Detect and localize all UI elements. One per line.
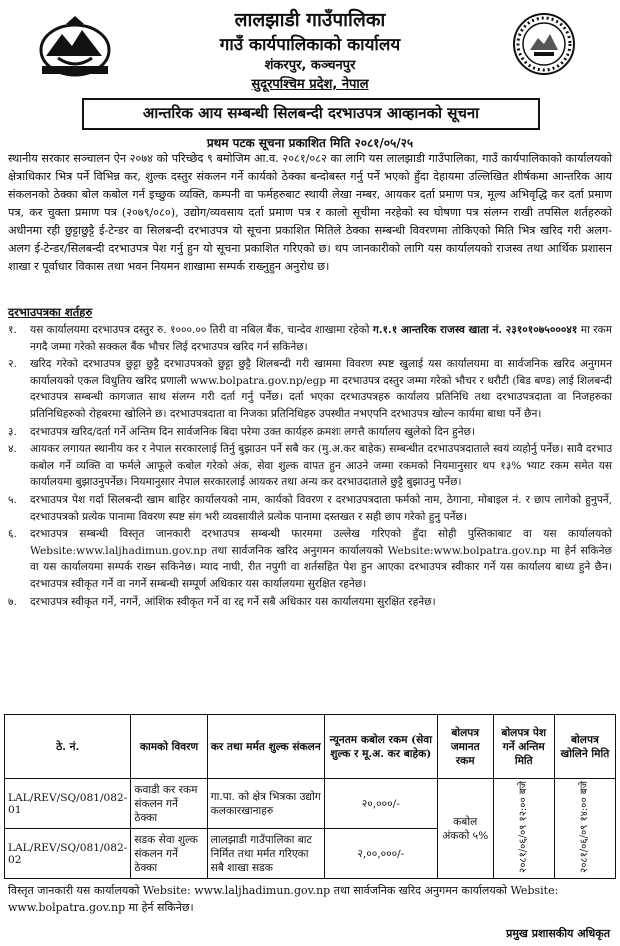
term-item: ३. दरभाउपत्र खरिद/दर्ता गर्ने अन्तिम दिन सार्वजनिक बिदा परेमा उक्त कार्यहरु क्रमशः लगत्तै कार्यालय खुलेको दिन हुनेछ। (8, 425, 476, 438)
submission-deadline: २०८१/०६/०९ १२:०० बजे (517, 781, 529, 873)
col-header: ठे. नं. (5, 715, 131, 779)
collection-scope: गा.पा. को क्षेत्र भित्रका उद्योग कलकारखानाहरु (207, 779, 324, 829)
account-number: ग.१.१ आन्तरिक राजस्व खाता नं. २३१०१०७५०००४१ (372, 324, 578, 336)
table-header-row (5, 715, 616, 779)
term-item: ७. दरभाउपत्र स्वीकृत गर्ने, नगर्ने, आंशिक स्वीकृत गर्ने वा रद्द गर्ने सबै अधिकार यस कार्यालयमा सुरक्षित रहनेछ। (8, 595, 436, 608)
minimum-bid: २,००,०००/- (324, 829, 437, 879)
terms-list (8, 322, 612, 611)
minimum-bid: २०,०००/- (324, 779, 437, 829)
collection-scope: लालझाडी गाउँपालिका बाट निर्मित तथा मर्मत गरिएका सबै शाखा सडक (207, 829, 324, 879)
col-header: कर तथा मर्मत शुल्क संकलन (207, 715, 324, 779)
col-header: कामको विवरण (131, 715, 207, 779)
contract-number: LAL/REV/SQ/081/082-02 (5, 829, 131, 879)
municipality-name: लालझाडी गाउँपालिका (234, 9, 386, 31)
terms-heading: दरभाउपत्रका शर्तहरु (8, 305, 93, 319)
footer-note: विस्तृत जानकारी यस कार्यालयको Website: www.laljhadimun.gov.np तथा सार्वजनिक खरिद अनुगमन कार्यालयको Website: www.bolpatra.gov.np मा हेर्न सकिनेछ। (8, 884, 559, 914)
tender-table (4, 714, 616, 879)
work-description: कवाडी कर रकम संकलन गर्ने ठेक्का (131, 779, 207, 829)
term-item: २. खरिद गरेको दरभाउपत्र छुट्टा छुट्टै दरभाउपत्रको छुट्टा छुट्टै शिलबन्दी गरी खाममा विवरण स्पष्ट खुलाई यस कार्यालयमा वा सार्वजनिक खरिद अनुगमन कार्यालयको एकल विधुतिय खरिद प्रणाली www.bolpatra.gov.np/egp मा दरभाउपत्र दस्तुर जम्मा गरेको भौचर र धरौटी (बिड बण्ड) लाई शिलबन्दी दरभाउपत्र सम्बन्धी कागजात साथ संलग्न गरी दर्ता गर्नु पर्नेछ। दर्ता भएका दरभाउपत्रहरु कार्यालय प्रतिनिधि तथा दरभाउपत्रदाता वा निजहरुका प्रतिनिधिहरुको रोहबरमा खोलिने छ। दरभाउपत्रदाता वा निजका प्रतिनिधिहरु उपस्थीत नभएपनि दरभाउपत्र खोल्न कार्यमा बाधा पर्ने छैन। (8, 358, 612, 420)
col-header: न्यूनतम कबोल रकम (सेवा शुल्क र मू.अ. कर बाहेक) (324, 715, 437, 779)
notice-header (0, 0, 620, 96)
publish-date: प्रथम पटक सूचना प्रकाशित मिति २०८१/०५/२५ (206, 136, 414, 150)
municipality-seal-icon (512, 12, 576, 76)
intro-paragraph: स्थानीय सरकार सञ्चालन ऐन २०७४ को परिच्छेद ९ बमोजिम आ.व. २०८१/०८२ का लागि यस लालझाडी गाउँपालिका, गाउँ कार्यपालिकाको कार्यालयको क्षेत्राधिकार भित्र पर्ने विभिन्न कर, शुल्क दस्तुर संकलन गर्ने कार्यको ठेक्का बन्दोबस्त गर्नु पर्ने भएको हुँदा देहायमा उल्लिखित शीर्षकमा आन्तरिक आय संकलनको ठेक्का बोल कबोल गर्न इच्छुक व्यक्ति, कम्पनी वा फर्महरुबाट स्थायी लेखा नम्बर, आयकर दर्ता प्रमाण पत्र, मूल्य अभिवृद्धि कर दर्ता प्रमाण पत्र, कर चुक्ता प्रमाण पत्र (२०७९/०८०), उद्योग/व्यवसाय दर्ता प्रमाण पत्र र कालो सूचीमा नरहेको स्व घोषणा पत्र संलग्न राखी तपसिल शर्तहरुको अधीनमा रही छुट्टाछुट्टै ई-टेन्डर वा सिलबन्दी दरभाउपत्र यो सूचना प्रकाशित मितिले ठेक्का सम्बन्धी विवरणमा तोकिएको मिति भित्र खरिद गरी अलग-अलग ई-टेन्डर/सिलबन्दी दरभाउपत्र पेश गर्नु हुन यो सूचना प्रकाशित गरिएको छ। थप जानकारीको लागि यस कार्यालयको राजस्व तथा आर्थिक प्रशासन शाखा र पूर्वाधार विकास तथा भवन नियमन शाखामा सम्पर्क राख्नुहुन अनुरोध छ। (8, 152, 612, 273)
term-item: ४. आयकर लगायत स्थानीय कर र नेपाल सरकारलाई तिर्नु बुझाउन पर्ने सबै कर (मु.अ.कर बाहेक) सम्बन्धीत दरभाउपत्रदाताले स्वयं व्यहोर्नु पर्नेछ। सावै दरभाउ कबोल गर्ने व्यक्ति वा फर्मले आफूले कबोल गरेको अंक, सेवा शुल्क वापत हुन आउने जम्मा रकमको नियमानुसार थप १३% भ्याट रकम समेत यस कार्यालयमा बुझाउनुपर्नेछ। नियमानुसार नेपाल सरकारलाई आयकर तथा अन्य कर दरभाउदाताले छुट्टै बुझाउनु पर्नेछ। (8, 443, 612, 489)
term-item: ६. दरभाउपत्र सम्बन्धी विस्तृत जानकारी दरभाउपत्र सम्बन्धी फारममा उल्लेख गरिएको हुँदा सोही पुस्तिकाबाट वा यस कार्यालयको Website:www.laljhadimun.gov.np तथा सार्वजनिक खरिद अनुगमन कार्यालयको Website:www.bolpatra.gov.np मा हेर्न सकिनेछ वा यस कार्यालयमा सम्पर्क राख्न सकिनेछ। म्याद नाघी, रीत नपुगी वा शर्तसहित पेश हुन आएका दरभाउपत्र स्वीकार गर्ने यस कार्यालय बाध्य हुने छैन। दरभाउपत्र स्वीकृत गर्ने वा नगर्ने सम्बन्धी सम्पूर्ण अधिकार यस कार्यालयमा सुरक्षित रहनेछ। (8, 528, 612, 590)
table-row (5, 779, 616, 829)
work-description: सडक सेवा शुल्क संकलन गर्ने ठेक्का (131, 829, 207, 879)
col-header: बोलपत्र खोलिने मिति (554, 715, 615, 779)
signatory-title: प्रमुख प्रशासकीय अधिकृत (506, 927, 610, 940)
contract-number: LAL/REV/SQ/081/082-01 (5, 779, 131, 829)
notice-title: आन्तरिक आय सम्बन्धी सिलबन्दी दरभाउपत्र आव्हानको सूचना (82, 98, 540, 130)
office-name: गाउँ कार्यपालिकाको कार्यालय (219, 35, 401, 55)
term-item: ५. दरभाउपत्र पेश गर्दा सिलबन्दी खाम बाहिर कार्यालयको नाम, कार्यको विवरण र दरभाउपत्रदाता फर्मको नाम, ठेगाना, मोबाइल नं. र छाप लागेको हुनुपर्ने, दरभाउपत्रको प्रत्येक पानामा विवरण स्पष्ट संग भरी व्यवसायीले प्रत्येक पानामा दस्तखत र सही छाप गरेको हुनु पर्नेछ। (8, 493, 612, 523)
bid-bond: कबोल अंकको ५% (437, 779, 493, 879)
term-item: १. यस कार्यालयमा दरभाउपत्र दस्तुर रु. १०००.०० तिरी वा नबिल बैंक, चान्देव शाखामा रहेको ग.१.१ आन्तरिक राजस्व खाता नं. २३१०१०७५०००४१ मा रकम नगदै जम्मा गरेको सक्कल बैंक भौचर लिई दरभाउपत्र खरिद गर्न सकिनेछ। (8, 324, 612, 353)
province-name: सुदूरपश्चिम प्रदेश, नेपाल (251, 77, 369, 92)
col-header: बोलपत्र पेश गर्ने अन्तिम मिति (493, 715, 554, 779)
office-address: शंकरपुर, कञ्चनपुर (264, 58, 356, 73)
opening-date: २०८१/०६/०९ १४:०० बजे (578, 781, 590, 873)
col-header: बोलपत्र जमानत रकम (437, 715, 493, 779)
